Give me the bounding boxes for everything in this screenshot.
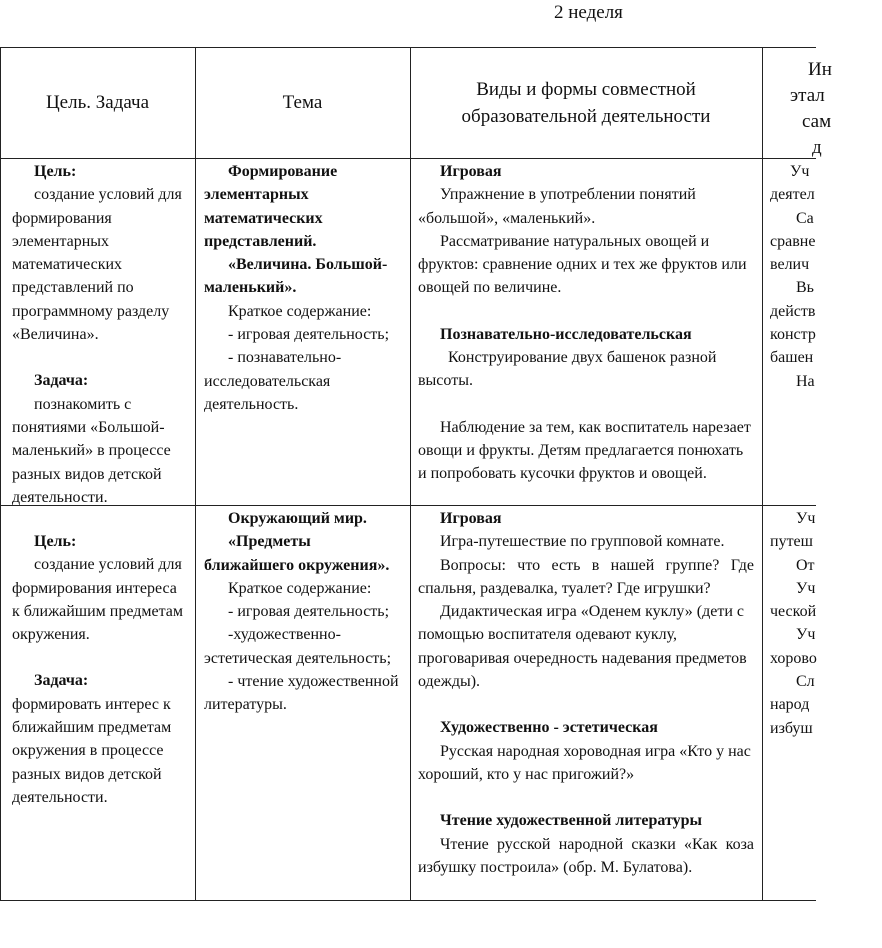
col4-line: Уч	[796, 510, 816, 527]
task-label: Задача:	[34, 672, 89, 690]
col4-line: велич	[770, 256, 810, 274]
activity-item: Упражнение в употреблении понятий «большой», «маленький».	[418, 186, 696, 227]
col4-line: сравне	[770, 232, 816, 250]
topic-title: Окружающий мир.	[228, 510, 367, 527]
col4-line: Вь	[796, 279, 814, 297]
summary-item: - познавательно-исследовательская деятельность.	[204, 349, 342, 413]
goal-text: создание условий для формирования элементарных математических представлений по программному разделу «Величина».	[12, 186, 182, 344]
topic-subtitle: «Предметы ближайшего окружения».	[204, 533, 390, 574]
header-col4-3: сам	[802, 111, 832, 132]
row1-topic-cell	[204, 160, 404, 416]
col4-line: путеш	[770, 533, 813, 551]
goal-label: Цель:	[34, 533, 77, 550]
summary-label: Краткое содержание:	[228, 302, 372, 320]
col4-line: Уч	[796, 626, 816, 644]
col4-line: башен	[770, 349, 814, 367]
activity-item: Вопросы: что есть в нашей группе? Где спальня, раздевалка, туалет? Где игрушки?	[418, 556, 754, 597]
activity-heading: Художественно - эстетическая	[440, 719, 658, 737]
goal-text: создание условий для формирования интереса к ближайшим предметам окружения.	[12, 556, 184, 644]
topic-title: Формирование элементарных математических представлений.	[204, 163, 338, 250]
activity-item: Наблюдение за тем, как воспитатель нарезает овощи и фрукты. Детям предлагается понюхать и попробовать кусочки фруктов и овощей.	[418, 418, 751, 483]
header-col4-2: этал	[790, 85, 825, 106]
header-goal: Цель. Задача	[45, 92, 150, 113]
summary-item: - игровая деятельность;	[228, 326, 390, 344]
summary-label: Краткое содержание:	[228, 579, 372, 597]
plan-table	[0, 47, 832, 901]
row1-forms-cell	[418, 160, 754, 486]
summary-item: - игровая деятельность;	[228, 603, 390, 621]
task-label: Задача:	[34, 372, 89, 390]
activity-item: Русская народная хороводная игра «Кто у нас хороший, кто у нас пригожий?»	[418, 742, 751, 783]
goal-label: Цель:	[34, 163, 77, 180]
task-text: формировать интерес к ближайшим предметам окружения в процессе разных видов детской деятельности.	[12, 695, 172, 806]
col4-line: От	[796, 556, 815, 574]
activity-heading: Чтение художественной литературы	[440, 812, 703, 830]
row2-goal-cell	[12, 530, 188, 809]
row2-forms-cell	[418, 507, 754, 879]
activity-item: Игра-путешествие по групповой комнате.	[440, 533, 725, 551]
task-text: познакомить с понятиями «Большой-маленький» в процессе разных видов детской деятельности.	[12, 395, 171, 506]
activity-heading: Игровая	[440, 163, 502, 180]
row2-col4-cell	[770, 507, 830, 740]
activity-item: Рассматривание натуральных овощей и фруктов: сравнение одних и тех же фруктов или овощей по величине.	[418, 232, 747, 297]
col4-line: Уч	[790, 163, 810, 180]
col4-line: избуш	[770, 719, 813, 737]
summary-item: -художественно-эстетическая деятельность;	[204, 626, 392, 667]
col4-line: констр	[770, 326, 816, 344]
col4-line: На	[796, 372, 815, 390]
row1-col4-cell	[770, 160, 830, 393]
activity-item: Дидактическая игра «Оденем куклу» (дети с помощью воспитателя одевают куклу, проговаривая очередность надевания предметов одежды).	[418, 603, 747, 691]
col4-line: Са	[796, 209, 814, 227]
col4-line: действ	[770, 302, 816, 320]
activity-item: Чтение русской народной сказки «Как коза избушку построила» (обр. М. Булатова).	[418, 835, 754, 876]
topic-subtitle: «Величина. Большой-маленький».	[204, 256, 388, 297]
header-col4-4: д	[812, 137, 822, 158]
col4-line: Уч	[796, 579, 816, 597]
col4-line: ческой	[770, 603, 817, 621]
header-forms: Виды и формы совместной образовательной деятельности	[461, 78, 711, 127]
header-topic: Тема	[282, 92, 323, 113]
activity-item: Конструирование двух башенок разной высоты.	[418, 349, 717, 390]
page-header: 2 неделя	[554, 2, 623, 23]
activity-heading: Игровая	[440, 510, 502, 527]
col4-line: Сл	[796, 673, 815, 691]
header-col4-1: Ин	[808, 59, 832, 80]
col4-line: деятел	[770, 186, 815, 204]
col4-line: хорово	[770, 649, 817, 667]
summary-item: - чтение художественной литературы.	[204, 673, 399, 714]
row1-goal-cell	[12, 160, 188, 509]
activity-heading: Познавательно-исследовательская	[440, 325, 692, 343]
col4-line: народ	[770, 696, 810, 714]
row2-topic-cell	[204, 507, 404, 717]
